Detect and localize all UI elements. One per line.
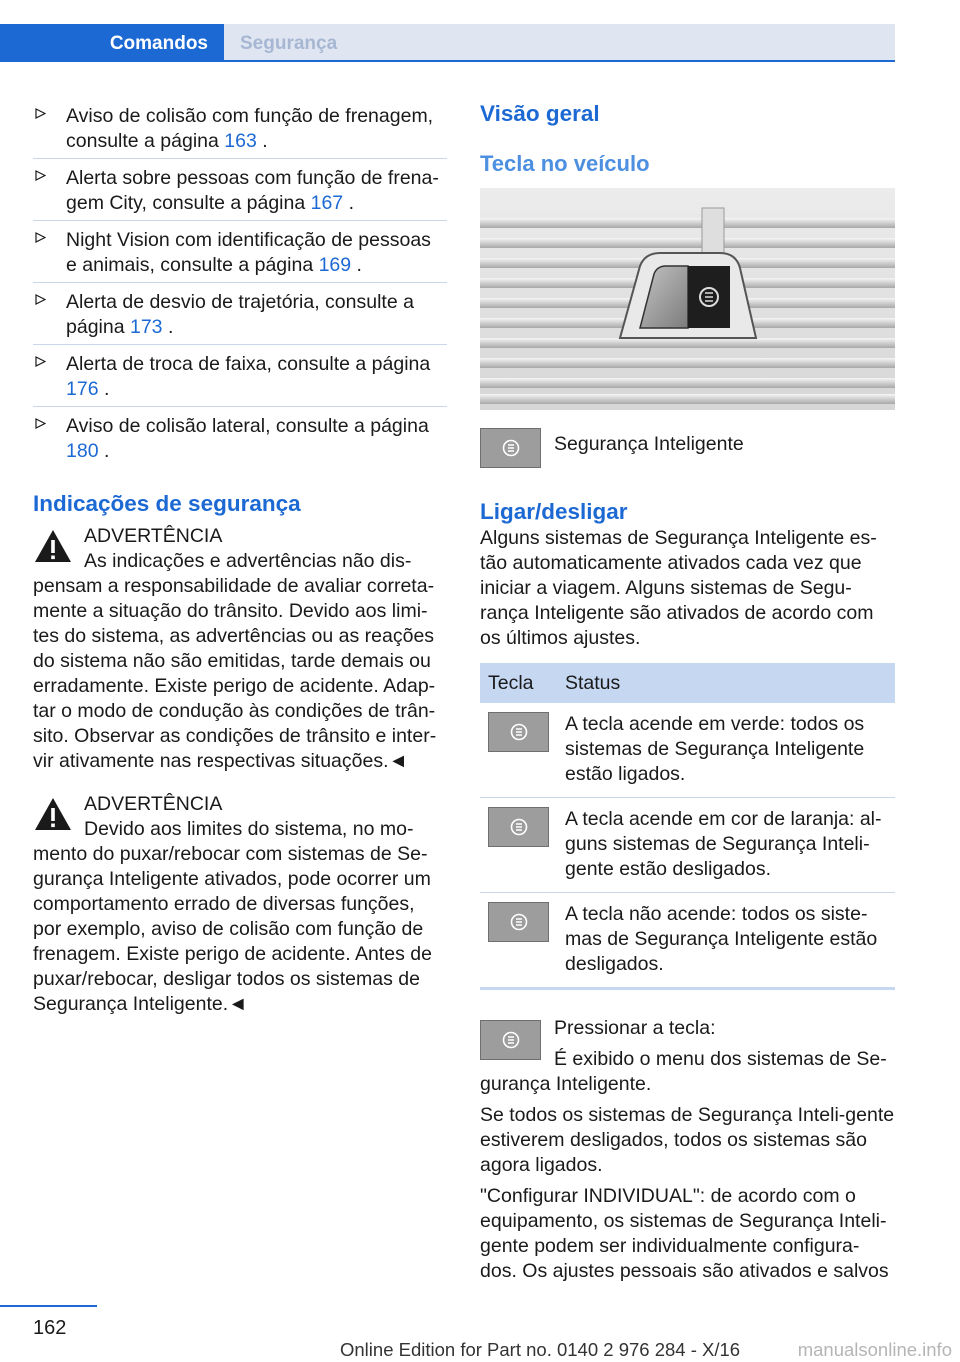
list-item: Aviso de colisão com função de frenagem, consulte a página 163 . [33, 100, 447, 159]
page-link[interactable]: 180 [66, 440, 99, 462]
chapter-tab-comandos[interactable]: Comandos [0, 24, 224, 62]
table-cell-status: A tecla acende em cor de laranja: al‐guns sistemas de Segurança Inteli‐gente estão desligados. [557, 798, 895, 893]
triangle-bullet-icon [35, 294, 45, 304]
page-link[interactable]: 176 [66, 378, 99, 400]
intelligent-safety-button-icon [480, 428, 541, 468]
feature-list [33, 100, 447, 468]
list-item: Alerta sobre pessoas com função de frena‐gem City, consulte a página 167 . [33, 162, 447, 221]
list-item: Alerta de troca de faixa, consulte a página 176 . [33, 348, 447, 407]
page-link[interactable]: 169 [318, 254, 352, 276]
intelligent-safety-button-icon [488, 807, 549, 847]
warning-text-first: Devido aos limites do sistema, no mo‐ [84, 818, 414, 840]
press-key-label: Pressionar a tecla: [554, 1017, 716, 1039]
page-number-rule [0, 1305, 97, 1307]
list-item: Night Vision com identificação de pessoas e animais, consulte a página 169 . [33, 224, 447, 283]
table-row [480, 798, 895, 893]
triangle-bullet-icon [35, 356, 45, 366]
triangle-bullet-icon [35, 418, 45, 428]
triangle-bullet-icon [35, 108, 45, 118]
press-result-rest: gurança Inteligente. [480, 1073, 652, 1095]
intelligent-safety-button-icon [488, 712, 549, 752]
warning-text-first: As indicações e advertências não dis‐ [84, 550, 412, 572]
header-rule [0, 60, 895, 62]
warning-block [33, 792, 447, 1017]
on-off-heading: Ligar/desligar [480, 499, 628, 524]
triangle-bullet-icon [35, 170, 45, 180]
individual-paragraph: "Configurar INDIVIDUAL": de acordo com o equipamento, os sistemas de Segurança Inteli‐gente podem ser individualmente configura‐dos. Os ajustes pessoais são ativados e salvos [480, 1185, 889, 1282]
warning-text: mento do puxar/rebocar com sistemas de Se‐gurança Inteligente ativados, pode ocorrer um comportamento errado de diversas funções, por exemplo, aviso de colisão com função de frenagem. Existe perigo de acidente. Antes de puxar/rebocar, desligar todos os sistemas de Segurança Inteligente.◄ [33, 843, 432, 1015]
status-table [480, 663, 895, 990]
key-legend [480, 428, 895, 470]
table-header-status: Status [557, 663, 895, 703]
table-header-key: Tecla [480, 663, 557, 703]
press-result-first: É exibido o menu dos sistemas de Se‐ [554, 1048, 887, 1070]
watermark-text: manualsonline.info [797, 1339, 952, 1360]
list-item: Aviso de colisão lateral, consulte a página 180 . [33, 410, 447, 468]
all-off-paragraph: Se todos os sistemas de Segurança Inteli‐gente estiverem desligados, todos os sistemas são agora ligados. [480, 1104, 895, 1176]
right-column [480, 100, 895, 1290]
table-row [480, 703, 895, 798]
warning-title: ADVERTÊNCIA [84, 793, 223, 815]
key-legend-label: Segurança Inteligente [554, 433, 744, 455]
warning-triangle-icon [33, 528, 73, 564]
triangle-bullet-icon [35, 232, 45, 242]
page-link[interactable]: 163 [224, 130, 257, 152]
page-header [0, 0, 960, 62]
warning-text: pensam a responsabilidade de avaliar correta‐mente a situação do trânsito. Devido aos limi‐tes do sistema, as advertências ou as reações do sistema não são emitidas, tarde demais ou erradamente. Existe perigo de acidente. Adap‐tar o modo de condução às condições de trân‐sito. Observar as condições de trânsito e inter‐vir ativamente nas respectivas situações.◄ [33, 575, 437, 772]
warning-title: ADVERTÊNCIA [84, 525, 223, 547]
left-column [33, 100, 447, 1035]
table-cell-status: A tecla não acende: todos os siste‐mas de Segurança Inteligente estão desligados. [557, 893, 895, 989]
list-item: Alerta de desvio de trajetória, consulte a página 173 . [33, 286, 447, 345]
page-link[interactable]: 173 [129, 316, 163, 338]
edition-footer: Online Edition for Part no. 0140 2 976 284 - X/16 [340, 1339, 741, 1360]
section-tab-seguranca[interactable]: Segurança [224, 24, 895, 62]
page-number: 162 [33, 1317, 67, 1339]
press-key-step [480, 1016, 895, 1097]
page-link[interactable]: 167 [310, 192, 344, 214]
section-heading: Indicações de segurança [33, 491, 301, 516]
table-row [480, 893, 895, 989]
warning-block [33, 524, 447, 774]
intelligent-safety-button-icon [480, 1020, 541, 1060]
subheading-key-in-vehicle: Tecla no veículo [480, 151, 650, 176]
intelligent-safety-button-icon [488, 902, 549, 942]
warning-triangle-icon [33, 796, 73, 832]
table-cell-status: A tecla acende em verde: todos os sistemas de Segurança Inteligente estão ligados. [557, 703, 895, 798]
overview-heading: Visão geral [480, 101, 600, 126]
on-off-paragraph: Alguns sistemas de Segurança Inteligente es‐tão automaticamente ativados cada vez que iniciar a viagem. Alguns sistemas de Segu‐rança Inteligente são ativados de acordo com os últimos ajustes. [480, 527, 877, 649]
vehicle-button-photo [480, 188, 895, 410]
